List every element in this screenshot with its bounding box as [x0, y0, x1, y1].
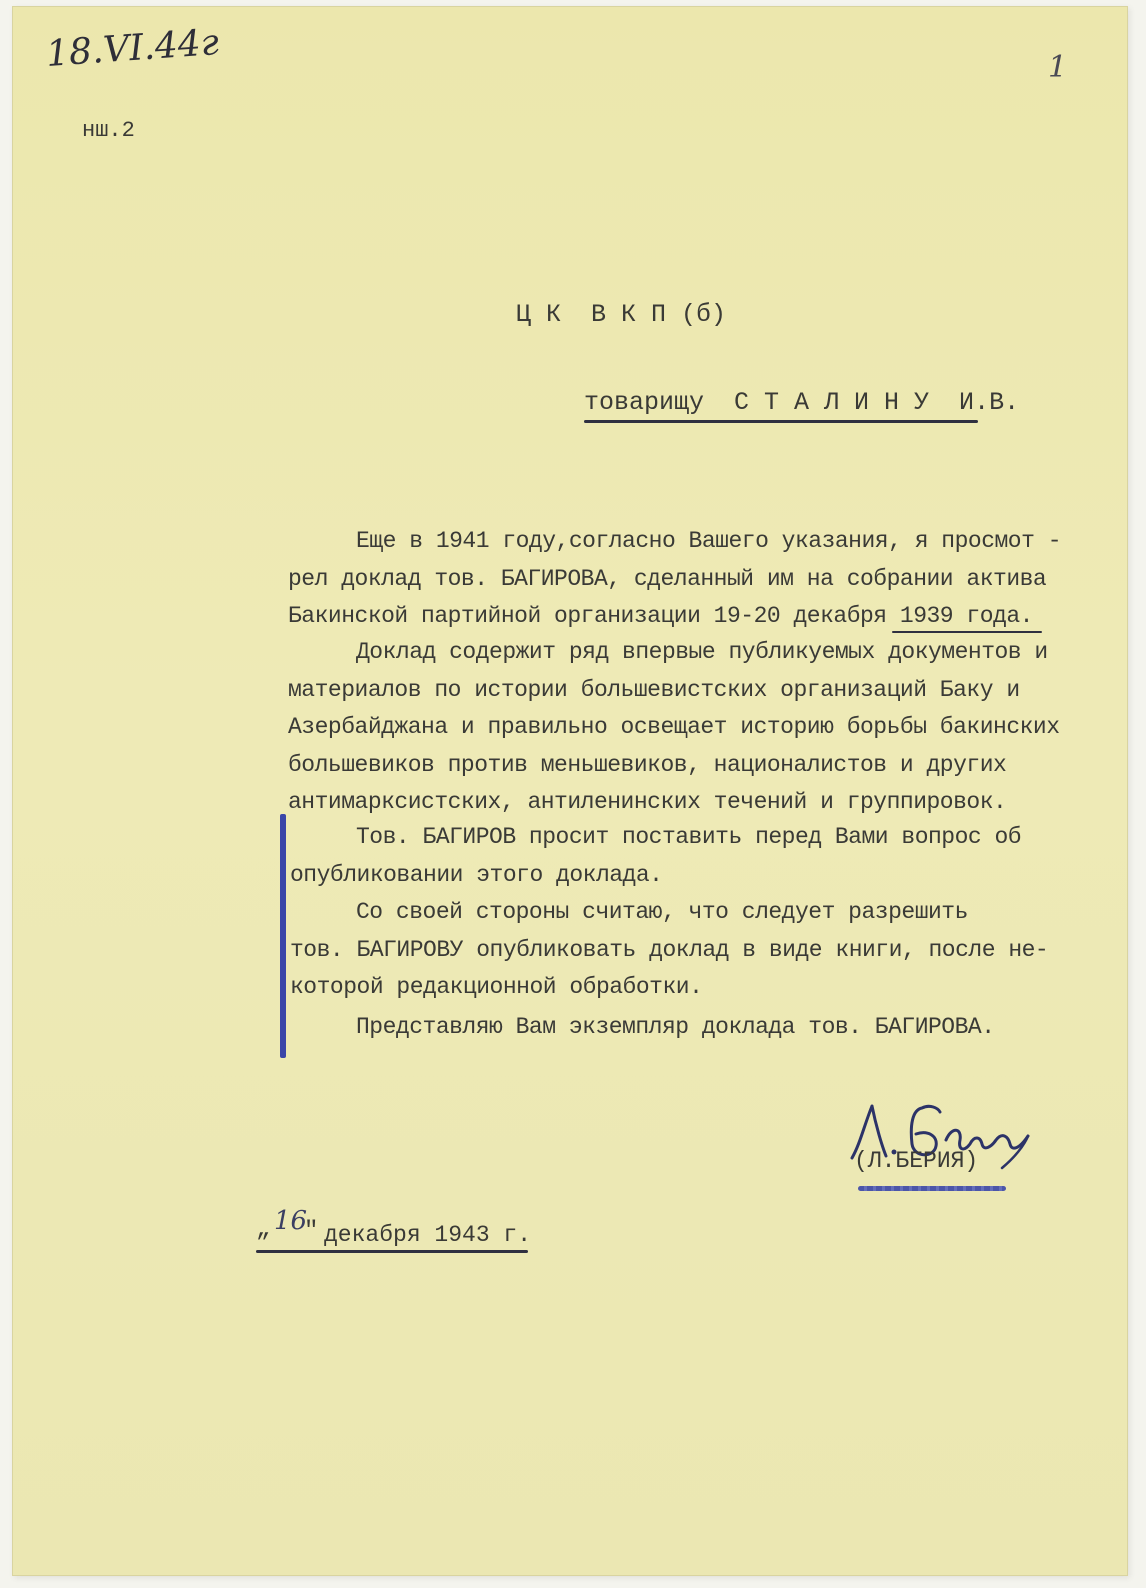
date-day: 16: [274, 1206, 308, 1236]
date-underline: [256, 1250, 528, 1253]
reference-code: нш.2: [82, 118, 135, 143]
paragraph-1-line-1: Еще в 1941 году,согласно Вашего указания, я просмот -: [356, 528, 1062, 554]
signature-name: (Л.БЕРИЯ): [854, 1148, 979, 1174]
paragraph-1-line-3: Бакинской партийной организации 19-20 декабря 1939 года.: [288, 603, 1033, 629]
document-sheet: [12, 6, 1128, 1576]
paragraph-2-line-3: Азербайджана и правильно освещает историю борьбы бакинских: [288, 714, 1060, 740]
paragraph-3-line-1: Тов. БАГИРОВ просит поставить перед Вами вопрос об: [356, 824, 1022, 850]
handwritten-date: 18.VI.44г: [44, 22, 221, 75]
margin-mark: [280, 814, 286, 1058]
date-close-quote: ": [304, 1218, 319, 1245]
paragraph-2-line-1: Доклад содержит ряд впервые публикуемых документов и: [356, 639, 1048, 665]
paragraph-2-line-2: материалов по истории большевистских организаций Баку и: [288, 677, 1020, 703]
paragraph-4-line-2: тов. БАГИРОВУ опубликовать доклад в виде книги, после не-: [290, 937, 1049, 963]
signature-underline: [858, 1186, 1006, 1191]
paragraph-2-line-4: большевиков против меньшевиков, националистов и других: [288, 752, 1007, 778]
paragraph-1-line-2: рел доклад тов. БАГИРОВА, сделанный им на собрании актива: [288, 566, 1047, 592]
document-heading: Ц К В К П (б): [516, 300, 727, 329]
date-open-quote: „: [256, 1216, 271, 1243]
year-underline: [892, 631, 1042, 633]
paragraph-4-line-1: Со своей стороны считаю, что следует разрешить: [356, 899, 968, 925]
paragraph-4-line-3: которой редакционной обработки.: [290, 974, 703, 1000]
page-number: 1: [1048, 50, 1068, 85]
paragraph-2-line-5: антимарксистских, антиленинских течений и группировок.: [288, 789, 1007, 815]
addressee-underline: [584, 420, 978, 423]
date-text: декабря 1943 г.: [324, 1222, 532, 1248]
paragraph-5-line-1: Представляю Вам экземпляр доклада тов. БАГИРОВА.: [356, 1014, 995, 1040]
addressee-line: товарищу С Т А Л И Н У И.В.: [584, 388, 1020, 417]
paragraph-3-line-2: опубликовании этого доклада.: [290, 862, 663, 888]
